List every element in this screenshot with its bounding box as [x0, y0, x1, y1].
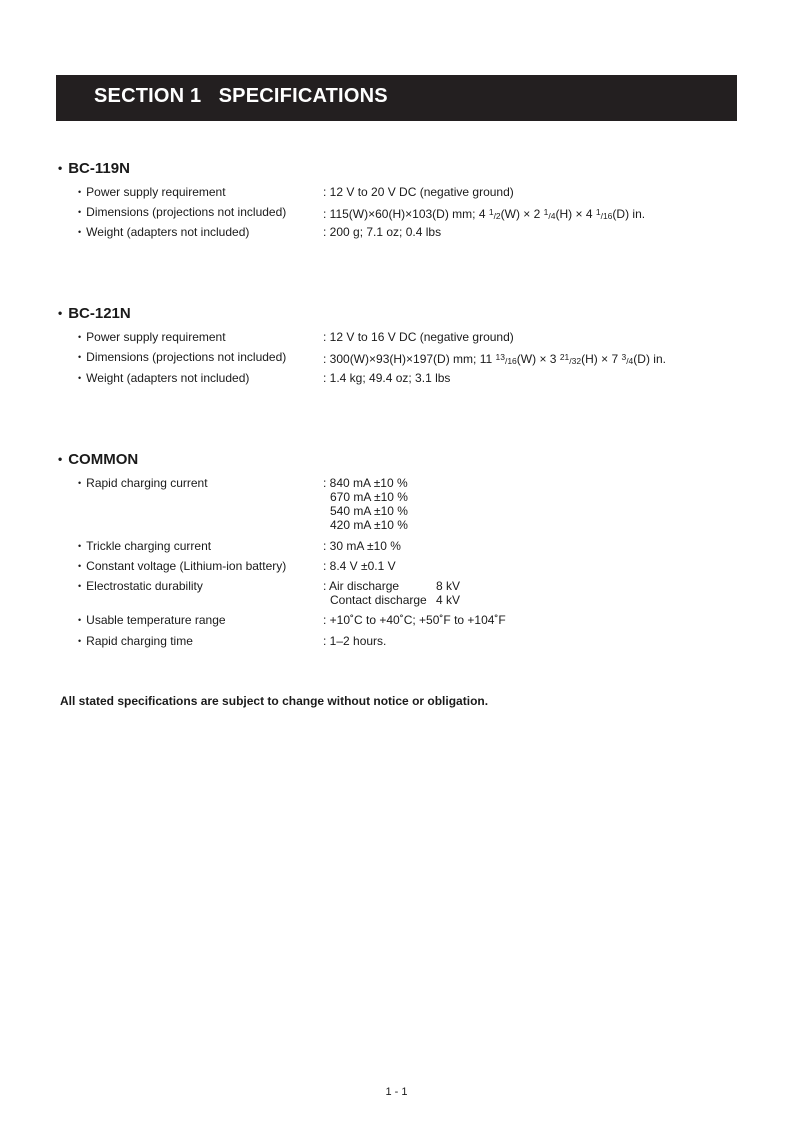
disclaimer-note: All stated specifications are subject to change without notice or obligation.	[60, 694, 489, 708]
heading-common: • COMMON	[58, 451, 139, 468]
bullet-icon: •	[58, 452, 63, 466]
section-header-bar	[56, 75, 737, 121]
heading-bc-121n: • BC-121N	[58, 305, 131, 322]
bullet-icon: •	[78, 187, 82, 197]
bullet-icon: •	[78, 373, 82, 383]
section-title: SECTION 1 SPECIFICATIONS	[94, 85, 388, 107]
bullet-icon: •	[78, 207, 82, 217]
bullet-icon: •	[78, 615, 82, 625]
bullet-icon: •	[78, 352, 82, 362]
bullet-icon: •	[78, 581, 82, 591]
bullet-icon: •	[58, 161, 63, 175]
bullet-icon: •	[78, 478, 82, 488]
bullet-icon: •	[78, 332, 82, 342]
bullet-icon: •	[78, 561, 82, 571]
bullet-icon: •	[58, 306, 63, 320]
heading-bc-119n: • BC-119N	[58, 160, 130, 177]
bullet-icon: •	[78, 227, 82, 237]
bullet-icon: •	[78, 636, 82, 646]
page-number: 1 - 1	[385, 1086, 408, 1098]
bullet-icon: •	[78, 541, 82, 551]
